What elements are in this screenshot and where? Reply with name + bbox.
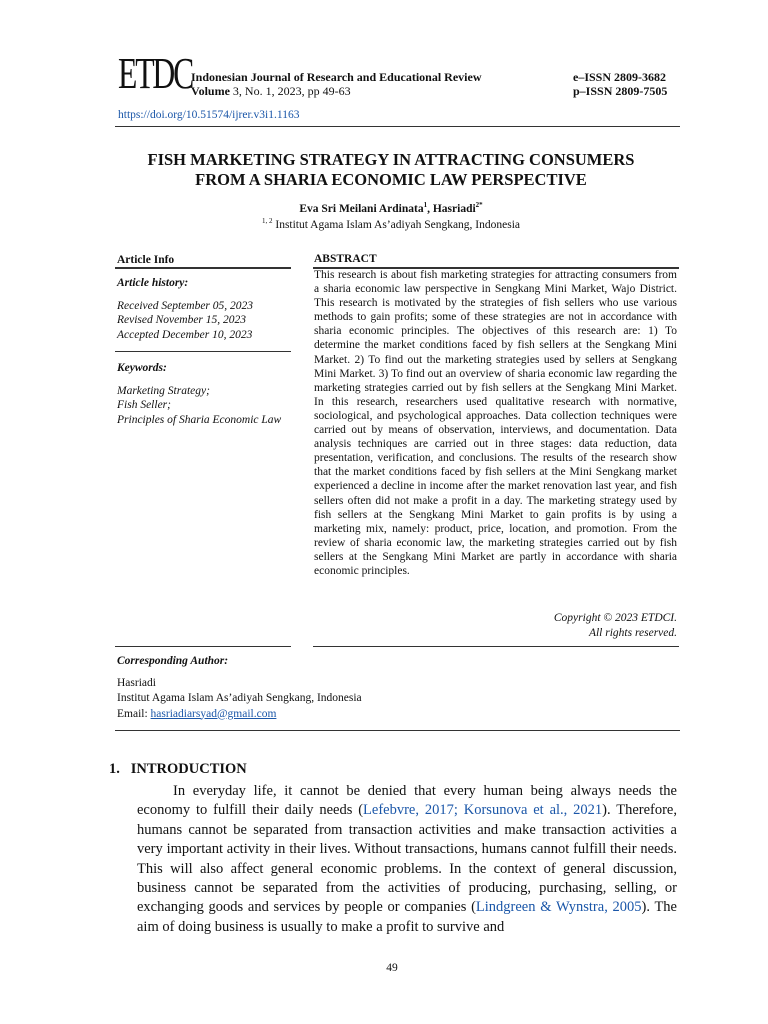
introduction-paragraph [137,782,677,937]
history-rule [115,351,291,352]
keyword-3: Principles of Sharia Economic Law [117,413,282,426]
keywords-label: Keywords: [117,362,167,374]
citation-lefebvre-korsunova[interactable]: Lefebvre, 2017; Korsunova et al., 2021 [363,802,603,819]
introduction-heading: 1. INTRODUCTION [109,761,247,777]
info-box-bottom-right [313,646,679,647]
author-sep: , [427,203,433,215]
info-box-bottom-left [115,646,291,647]
article-info-column [117,253,290,268]
article-info-heading: Article Info [117,254,175,266]
doi-link[interactable]: https://doi.org/10.51574/ijrer.v3i1.1163 [118,109,300,121]
revised-date: Revised November 15, 2023 [117,314,247,326]
article-history [117,276,290,342]
abstract-heading: ABSTRACT [314,253,377,265]
email-link[interactable]: hasriadiarsyad@gmail.com [150,707,277,720]
corresponding-rule [115,730,680,731]
received-date: Received September 05, 2023 [117,299,254,312]
author-2: Hasriadi [432,203,476,215]
title-line-1: FISH MARKETING STRATEGY IN ATTRACTING CONSUMERS [147,150,635,169]
citation-lindgreen-wynstra[interactable]: Lindgreen & Wynstra, 2005 [475,899,642,916]
article-info-rule [115,267,291,269]
article-title [100,150,682,190]
volume-details: 3, No. 1, 2023, pp 49-63 [229,84,351,98]
journal-logo: ETDC [118,49,193,98]
intro-text-2: ). Therefore, humans cannot be separated from transaction activities and make transaction activities a very important activity in their lives. Without transactions, humans cannot fulfill their needs. This will also affect general economic problems. In the context of general discussion, business cannot be separated from the activities of producing, purchasing, selling, or exchanging goods and services by people or companies ( [137,802,677,916]
affiliation [100,219,682,231]
copyright [480,611,677,641]
title-line-2: FROM A SHARIA ECONOMIC LAW PERSPECTIVE [195,170,587,189]
copyright-line-2: All rights reserved. [588,627,677,639]
article-history-label: Article history: [117,277,189,289]
corresponding-institution: Institut Agama Islam As’adiyah Sengkang, Indonesia [117,692,362,704]
corresponding-author [117,654,517,722]
corresponding-email-line [117,707,517,723]
accepted-date: Accepted December 10, 2023 [117,328,253,341]
page-number: 49 [386,962,398,974]
corresponding-label: Corresponding Author: [117,655,229,667]
copyright-line-1: Copyright © 2023 ETDCI. [553,612,677,624]
header-divider [115,126,680,127]
volume-label: Volume [191,84,230,98]
intro-text-3: ). The aim of doing business is usually to make a profit to survive and [137,899,677,935]
author-1: Eva Sri Meilani Ardinata [299,203,424,215]
pissn: p–ISSN 2809-7505 [573,84,668,98]
journal-name: Indonesian Journal of Research and Educational Review [191,70,482,84]
keyword-2: Fish Seller; [117,399,171,411]
affiliation-sup: 1, 2 [261,217,273,226]
intro-text-1: In everyday life, it cannot be denied that every human being always needs the economy to fulfill their daily needs ( [137,783,677,819]
corresponding-name: Hasriadi [117,676,156,689]
author-2-sup: 2* [475,201,483,210]
affiliation-text: Institut Agama Islam As’adiyah Sengkang, Indonesia [272,219,521,231]
keywords [117,361,290,427]
keyword-1: Marketing Strategy; [117,384,210,397]
email-label: Email: [117,707,151,720]
abstract-text: This research is about fish marketing strategies for attracting consumers from a sharia economic law perspective in Sengkang Mini Market, Wajo District. This research is motivated by the strategies of fish sellers who use various methods to gain profits; some of these strategies are not in accordance with sharia economic principles. The objectives of this research are: 1) To determine the market conditions faced by fish sellers at the Sengkang Mini Market. 2) To find out the marketing strategies used by sellers at Sengkang Mini Market. 3) To find out an overview of sharia economic law regarding the marketing strategies carried out by fish sellers at the Sengkang Mini Market. In this research, researchers used qualitative research with normative, sociological, and psychological approaches. Data collection techniques were carried out by means of observation, interviews, and documentation. Data analysis techniques are carried out in three stages: data reduction, data presentation, verification, and conclusions. The results of the research show that the market conditions faced by fish sellers at the Mini Sengkang market experienced a decline in income after the market renovation last year, and fish sellers often did not make a profit in a day. The marketing strategy used by fish sellers at the Sengkang Mini Market to gain profits is by using a marketing mix, namely: product, price, location, and promotion. From the review of sharia economic law, the marketing strategies carried out by fish sellers at the Sengkang Mini Market are partly in accordance with sharia economic principles. [314,269,677,577]
volume-info [191,84,351,99]
author-1-sup: 1 [423,201,428,210]
authors [100,203,682,215]
eissn: e–ISSN 2809-3682 [573,70,667,84]
